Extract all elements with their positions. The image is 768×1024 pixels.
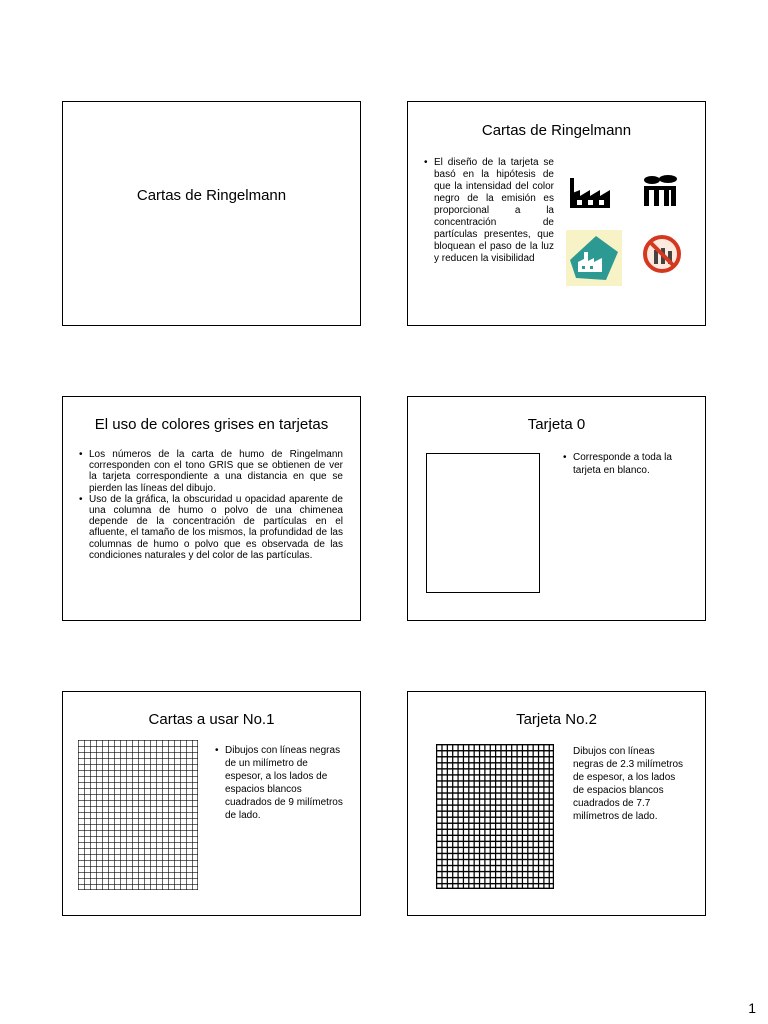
- grid-line-vertical: [162, 740, 163, 890]
- slide-5-title: Cartas a usar No.1: [148, 711, 275, 728]
- grid-line-horizontal: [78, 878, 198, 879]
- grid-line-horizontal: [78, 842, 198, 843]
- grid-line-horizontal: [436, 817, 554, 818]
- grid-line-horizontal: [78, 794, 198, 795]
- slide-1-title: Cartas de Ringelmann: [136, 187, 287, 204]
- slide-5-bullets: [215, 744, 345, 822]
- grid-line-horizontal: [436, 756, 554, 757]
- grid-line-horizontal: [78, 836, 198, 837]
- grid-line-vertical: [78, 740, 79, 890]
- slide-3-title: El uso de colores grises en tarjetas: [94, 416, 329, 433]
- grid-line-vertical: [126, 740, 127, 890]
- grid-line-horizontal: [436, 744, 554, 745]
- grid-line-vertical: [197, 740, 198, 890]
- slide-5: [62, 691, 361, 916]
- slide-6-title: Tarjeta No.2: [516, 711, 597, 728]
- grid-line-vertical: [168, 740, 169, 890]
- grid-line-vertical: [192, 740, 193, 890]
- slide-3-bullet-2: • Uso de la gráfica, la obscuridad u opacidad aparente de una columna de humo o polvo de una chimenea depende de la concentración de partículas en el afluente, el tamaño de los mismos, la profundidad de las columnas de humo o polvo que es observada de las condiciones naturales y del color de las partículas.: [79, 494, 343, 561]
- green-factory-icon: [566, 230, 622, 286]
- grid-line-horizontal: [436, 841, 554, 842]
- grid-line-horizontal: [436, 768, 554, 769]
- grid-line-horizontal: [78, 758, 198, 759]
- grid-line-horizontal: [436, 792, 554, 793]
- grid-line-horizontal: [78, 782, 198, 783]
- grid-line-horizontal: [436, 865, 554, 866]
- grid-line-vertical: [114, 740, 115, 890]
- grid-line-horizontal: [78, 830, 198, 831]
- grid-line-horizontal: [78, 866, 198, 867]
- grid-line-horizontal: [78, 806, 198, 807]
- grid-line-horizontal: [78, 848, 198, 849]
- grid-line-horizontal: [78, 788, 198, 789]
- grid-line-vertical: [132, 740, 133, 890]
- grid-line-vertical: [108, 740, 109, 890]
- grid-card-1: [78, 740, 198, 897]
- factory-icon: [568, 172, 616, 214]
- blank-card: [426, 453, 540, 593]
- grid-line-horizontal: [436, 888, 554, 889]
- grid-line-horizontal: [78, 770, 198, 771]
- grid-line-horizontal: [78, 854, 198, 855]
- grid-line-vertical: [180, 740, 181, 890]
- grid-line-horizontal: [436, 877, 554, 878]
- grid-line-vertical: [120, 740, 121, 890]
- slide-5-bullet: • Dibujos con líneas negras de un milímetro de espesor, a los lados de espacios blancos cuadrados de 9 milímetros de lado.: [215, 744, 345, 822]
- grid-line-horizontal: [436, 847, 554, 848]
- slide-2-title: Cartas de Ringelmann: [481, 122, 632, 139]
- no-pollution-icon: [642, 234, 682, 274]
- grid-line-horizontal: [78, 889, 198, 890]
- grid-line-vertical: [90, 740, 91, 890]
- grid-line-vertical: [138, 740, 139, 890]
- slide-4-bullet: • Corresponde a toda la tarjeta en blanco.: [563, 451, 693, 477]
- grid-line-horizontal: [436, 750, 554, 751]
- slide-1: [62, 101, 361, 326]
- grid-line-vertical: [150, 740, 151, 890]
- grid-line-vertical: [186, 740, 187, 890]
- grid-line-horizontal: [436, 810, 554, 811]
- slide-3-bullet-1: • Los números de la carta de humo de Ringelmann corresponden con el tono GRIS que se obtienen de ver la tarjeta correspondiente a una distancia en que se pierden las líneas del dibujo.: [79, 449, 343, 494]
- grid-line-horizontal: [436, 835, 554, 836]
- grid-line-horizontal: [78, 746, 198, 747]
- slide-3: [62, 396, 361, 621]
- grid-line-horizontal: [78, 800, 198, 801]
- slide-4: [407, 396, 706, 621]
- grid-line-vertical: [174, 740, 175, 890]
- grid-line-vertical: [144, 740, 145, 890]
- grid-line-horizontal: [436, 829, 554, 830]
- grid-line-vertical: [156, 740, 157, 890]
- grid-line-horizontal: [436, 859, 554, 860]
- grid-line-horizontal: [78, 818, 198, 819]
- grid-line-horizontal: [436, 804, 554, 805]
- slide-2: [407, 101, 706, 326]
- grid-line-horizontal: [436, 762, 554, 763]
- grid-line-horizontal: [436, 786, 554, 787]
- grid-line-horizontal: [78, 740, 198, 741]
- page-number: 1: [748, 1000, 756, 1016]
- grid-line-horizontal: [78, 812, 198, 813]
- slide-2-bullet: • El diseño de la tarjeta se basó en la hipótesis de que la intensidad del color negro de la emisión es proporcional a la concentración de partículas presentes, que bloquean el paso de la luz y reducen la visibilidad: [424, 157, 554, 265]
- slide-6-text: Dibujos con líneas negras de 2.3 milímetros de espesor, a los lados de espacios blancos cuadrados de 7.7 milímetros de lado.: [573, 746, 684, 822]
- grid-line-horizontal: [78, 884, 198, 885]
- grid-line-horizontal: [436, 853, 554, 854]
- grid-line-horizontal: [436, 883, 554, 884]
- grid-line-vertical: [102, 740, 103, 890]
- thick-line-grid: [436, 744, 554, 889]
- grid-line-horizontal: [436, 780, 554, 781]
- grid-line-horizontal: [78, 872, 198, 873]
- grid-card-2: [436, 744, 556, 895]
- grid-line-horizontal: [78, 824, 198, 825]
- grid-line-horizontal: [78, 752, 198, 753]
- smokestacks-icon: [640, 174, 680, 208]
- grid-line-horizontal: [78, 764, 198, 765]
- thin-line-grid: [78, 740, 198, 890]
- grid-line-vertical: [84, 740, 85, 890]
- grid-line-vertical: [96, 740, 97, 890]
- grid-line-horizontal: [78, 776, 198, 777]
- slide-3-bullets: [79, 449, 343, 561]
- grid-line-horizontal: [78, 860, 198, 861]
- slide-4-bullets: [563, 451, 693, 477]
- slide-4-title: Tarjeta 0: [527, 416, 586, 433]
- slide-6: [407, 691, 706, 916]
- grid-line-horizontal: [436, 871, 554, 872]
- grid-line-horizontal: [436, 774, 554, 775]
- slide-2-bullets: [424, 157, 554, 265]
- grid-line-horizontal: [436, 798, 554, 799]
- grid-line-horizontal: [436, 823, 554, 824]
